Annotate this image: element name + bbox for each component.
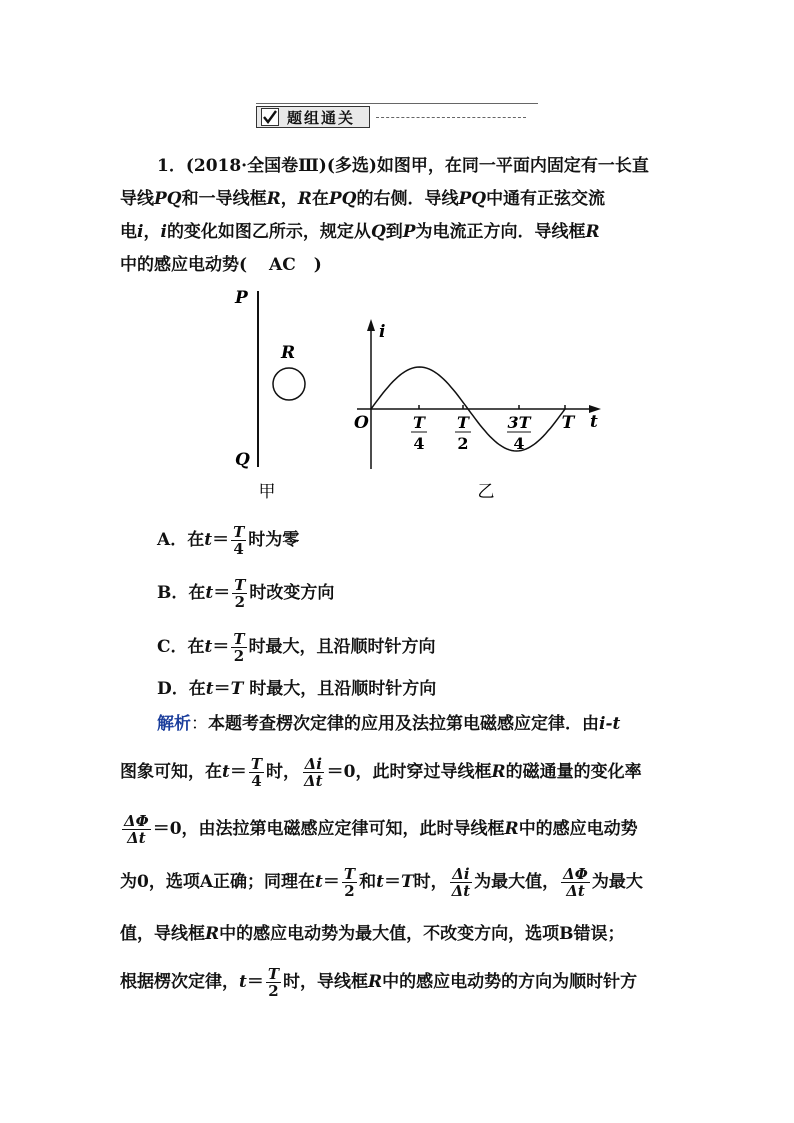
tick-num: T xyxy=(457,413,469,432)
text: 到 xyxy=(385,222,403,242)
banner-dashed-rule xyxy=(376,117,526,118)
var-i-t: i-t xyxy=(599,714,621,734)
option-A xyxy=(157,524,299,557)
denominator: 4 xyxy=(251,772,262,790)
banner-top-rule xyxy=(256,103,538,104)
option-C xyxy=(157,631,436,664)
text: ＝ xyxy=(229,762,247,782)
question-line-3 xyxy=(120,219,600,245)
y-axis-arrow xyxy=(367,319,375,331)
section-banner xyxy=(256,106,526,128)
tick-num: 3T xyxy=(507,413,531,432)
text: 为 xyxy=(120,872,137,892)
text: B．在 xyxy=(157,583,206,603)
fraction xyxy=(561,866,590,899)
var-R: R xyxy=(504,819,519,839)
text: ， xyxy=(280,189,298,209)
var-i: i xyxy=(160,222,167,242)
text: 中的感应电动势( xyxy=(120,255,248,275)
text: 时最大，且沿顺时针方向 xyxy=(249,679,437,699)
numerator: Δi xyxy=(304,755,322,773)
denominator: 2 xyxy=(268,982,279,1000)
text: 时，导线框 xyxy=(283,972,369,992)
tick-num: T xyxy=(413,413,425,432)
var-Q: Q xyxy=(370,222,386,242)
text: ＝ xyxy=(246,972,264,992)
text: 图象可知，在 xyxy=(120,762,222,782)
text: 中的感应电动势的方向为顺时针方 xyxy=(382,972,638,992)
axis-label-t: t xyxy=(590,412,598,432)
analysis-line-6 xyxy=(120,966,637,999)
var-PQ: PQ xyxy=(328,189,357,209)
question-line-1 xyxy=(157,153,649,179)
text: 中通有正弦交流 xyxy=(486,189,606,209)
var-PQ: PQ xyxy=(458,189,487,209)
label-P: P xyxy=(235,288,248,308)
text: 值，导线框 xyxy=(120,924,205,944)
text: 中的感应电动势为最大值，不改变方向，选项 xyxy=(219,924,560,944)
fraction xyxy=(302,756,325,789)
option-D xyxy=(157,676,436,702)
question-line-2 xyxy=(120,186,605,212)
var-t: t xyxy=(205,679,214,699)
figure-label-yi: 乙 xyxy=(477,482,495,502)
text: ＝ xyxy=(383,872,401,892)
var-t: t xyxy=(204,530,213,550)
tick-label-T4 xyxy=(411,413,427,453)
text: ： xyxy=(191,714,208,734)
text: ＝ xyxy=(212,530,230,550)
text: 时为零 xyxy=(248,530,300,550)
text: ，选项 xyxy=(148,872,200,892)
text: ＝ xyxy=(213,583,231,603)
analysis-line-3 xyxy=(120,813,638,846)
text: 为最大值， xyxy=(474,872,560,892)
numerator: T xyxy=(250,755,263,773)
denominator: Δt xyxy=(127,829,146,847)
fraction xyxy=(232,577,247,610)
text: 和一导线框 xyxy=(181,189,267,209)
label-R: R xyxy=(281,343,296,363)
text: ＝ xyxy=(322,872,340,892)
tick-label-T2 xyxy=(455,413,471,453)
var-R: R xyxy=(205,924,220,944)
fraction xyxy=(342,866,357,899)
text: ＝ xyxy=(212,637,230,657)
text: 为最大 xyxy=(591,872,643,892)
var-t: t xyxy=(376,872,384,892)
fraction xyxy=(249,756,264,789)
var-T: T xyxy=(230,679,244,699)
analysis-line-2 xyxy=(120,756,642,789)
text: 根据楞次定律， xyxy=(120,972,239,992)
origin-label: O xyxy=(354,413,369,433)
figure xyxy=(225,283,615,505)
numerator: T xyxy=(234,576,246,594)
numerator: T xyxy=(233,630,245,648)
analysis-line-4 xyxy=(120,866,643,899)
tick-den: 4 xyxy=(413,434,425,453)
checkmark-icon xyxy=(261,108,279,126)
text: 的右侧．导线 xyxy=(356,189,459,209)
var-T: T xyxy=(400,872,414,892)
var-t: t xyxy=(205,583,214,603)
numerator: ΔΦ xyxy=(124,812,149,830)
var-R: R xyxy=(585,222,600,242)
var-R: R xyxy=(368,972,383,992)
text: 本题考查楞次定律的应用及法拉第电磁感应定律．由 xyxy=(208,714,599,734)
text: 中的感应电动势 xyxy=(518,819,638,839)
var-t: t xyxy=(222,762,230,782)
tick-label-3T4 xyxy=(507,413,532,453)
tick-label-T: T xyxy=(561,413,575,433)
text: ＝ xyxy=(213,679,231,699)
var-R: R xyxy=(491,762,506,782)
text: ) xyxy=(313,255,322,275)
text: C．在 xyxy=(157,637,205,657)
text: 的变化如图乙所示，规定从 xyxy=(166,222,371,242)
text: ， xyxy=(143,222,161,242)
text: 电 xyxy=(120,222,137,242)
answer-choices: AC xyxy=(269,255,296,275)
option-ref: A xyxy=(199,872,214,892)
denominator: Δt xyxy=(566,882,585,900)
text: 在 xyxy=(311,189,329,209)
denominator: 4 xyxy=(233,540,244,558)
option-ref: B xyxy=(559,924,574,944)
var-PQ: PQ xyxy=(154,189,182,209)
text: 时最大，且沿顺时针方向 xyxy=(248,637,436,657)
var-i: i xyxy=(137,222,144,242)
analysis-label: 解析 xyxy=(157,714,191,734)
tick-den: 4 xyxy=(513,434,525,453)
fraction xyxy=(450,866,473,899)
denominator: Δt xyxy=(304,772,323,790)
analysis-line-5 xyxy=(120,921,625,947)
value: 0 xyxy=(137,872,149,892)
fraction xyxy=(231,524,246,557)
text: A．在 xyxy=(157,530,205,550)
denominator: Δt xyxy=(451,882,471,900)
text: ＝0，由法拉第电磁感应定律可知，此时导线框 xyxy=(152,819,505,839)
tick-den: 2 xyxy=(457,434,469,453)
text: 为电流正方向．导线框 xyxy=(415,222,586,242)
text: 的磁通量的变化率 xyxy=(505,762,642,782)
numerator: T xyxy=(343,865,356,883)
numerator: T xyxy=(233,523,245,541)
banner-box xyxy=(256,106,370,128)
figure-label-jia: 甲 xyxy=(258,482,276,502)
loop-R xyxy=(273,368,305,400)
label-Q: Q xyxy=(235,450,250,470)
text: 时， xyxy=(266,762,301,782)
text: D．在 xyxy=(157,679,206,699)
text: 和 xyxy=(359,872,377,892)
banner-title: 题组通关 xyxy=(287,108,356,127)
var-t: t xyxy=(204,637,213,657)
option-B xyxy=(157,577,334,610)
var-t: t xyxy=(315,872,323,892)
text: ＝0，此时穿过导线框 xyxy=(326,762,492,782)
var-R: R xyxy=(297,189,312,209)
text: 正确；同理在 xyxy=(213,872,316,892)
text: 时改变方向 xyxy=(249,583,335,603)
fraction xyxy=(266,966,281,999)
fraction xyxy=(122,813,151,846)
text: 错误； xyxy=(573,924,625,944)
var-P: P xyxy=(402,222,416,242)
numerator: ΔΦ xyxy=(563,865,588,883)
text: 时， xyxy=(413,872,448,892)
question-line-4 xyxy=(120,252,322,278)
analysis-line-1 xyxy=(157,711,620,737)
denominator: 2 xyxy=(234,593,246,611)
denominator: 2 xyxy=(233,647,245,665)
var-t: t xyxy=(239,972,247,992)
denominator: 2 xyxy=(344,882,355,900)
text: 导线 xyxy=(120,189,154,209)
fraction xyxy=(231,631,246,664)
var-R: R xyxy=(266,189,281,209)
numerator: Δi xyxy=(452,865,470,883)
question-text: 1．(2018·全国卷Ⅲ)(多选)如图甲，在同一平面内固定有一长直 xyxy=(157,156,649,176)
numerator: T xyxy=(267,965,280,983)
axis-label-i: i xyxy=(379,322,386,342)
